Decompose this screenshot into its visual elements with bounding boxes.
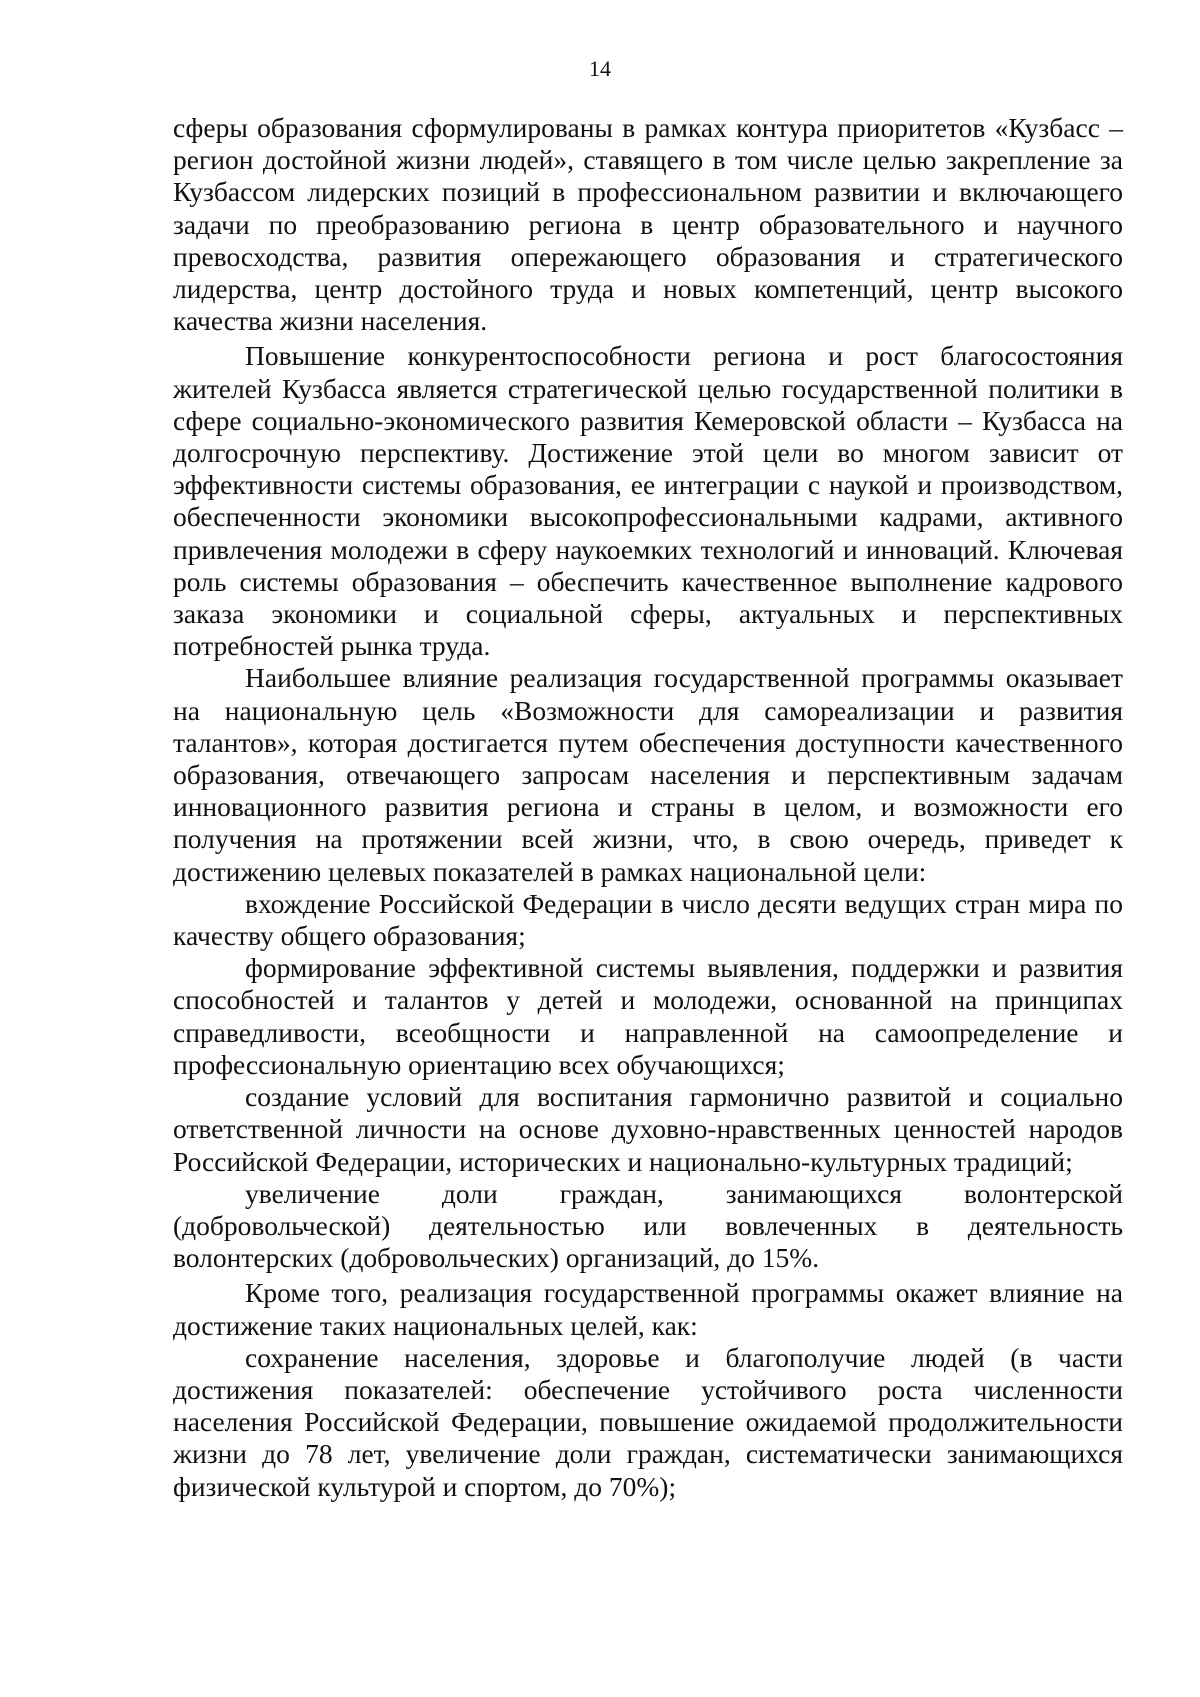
list-item-upbringing-conditions: создание условий для воспитания гармонично развитой и социально ответственной личности на основе духовно-нравственных ценностей народов Российской Федерации, исторических и национально-культурных традиций; (173, 1081, 1123, 1177)
paragraph-competitiveness: Повышение конкурентоспособности региона и рост благосостояния жителей Кузбасса является стратегической целью государственной политики в сфере социально-экономического развития Кемеровской области – Кузбасса на долгосрочную перспективу. Достижение этой цели во многом зависит от эффективности системы образования, ее интеграции с наукой и производством, обеспеченности экономики высокопрофессиональными кадрами, активного привлечения молодежи в сферу наукоемких технологий и инноваций. Ключевая роль системы образования – обеспечить качественное выполнение кадрового заказа экономики и социальной сферы, актуальных и перспективных потребностей рынка труда. (173, 340, 1123, 662)
page-number: 14 (589, 56, 611, 81)
paragraph-education-priorities: сферы образования сформулированы в рамках контура приоритетов «Кузбасс – регион достойной жизни людей», ставящего в том числе целью закрепление за Кузбассом лидерских позиций в профессиональном развитии и включающего задачи по преобразованию региона в центр образовательного и научного превосходства, развития опережающего образования и стратегического лидерства, центр достойного труда и новых компетенций, центр высокого качества жизни населения. (173, 112, 1123, 337)
paragraph-additional-goals: Кроме того, реализация государственной программы окажет влияние на достижение таких национальных целей, как: (173, 1277, 1123, 1341)
list-item-population-health: сохранение населения, здоровье и благополучие людей (в части достижения показателей: обеспечение устойчивого роста численности населения Российской Федерации, повышение ожидаемой продолжительности жизни до 78 лет, увеличение доли граждан, систематически занимающихся физической культурой и спортом, до 70%); (173, 1341, 1123, 1502)
document-body (173, 112, 1123, 1503)
list-item-volunteer-share: увеличение доли граждан, занимающихся волонтерской (добровольческой) деятельностью или вовлеченных в деятельность волонтерских (добровольческих) организаций, до 15%. (173, 1177, 1123, 1274)
list-item-talent-system: формирование эффективной системы выявления, поддержки и развития способностей и талантов у детей и молодежи, основанной на принципах справедливости, всеобщности и направленной на самоопределение и профессиональную ориентацию всех обучающихся; (173, 952, 1123, 1080)
paragraph-national-goal: Наибольшее влияние реализация государственной программы оказывает на национальную цель «Возможности для самореализации и развития талантов», которая достигается путем обеспечения доступности качественного образования, отвечающего запросам населения и перспективным задачам инновационного развития региона и страны в целом, и возможности его получения на протяжении всей жизни, что, в свою очередь, приведет к достижению целевых показателей в рамках национальной цели: (173, 662, 1123, 887)
list-item-top-ten-education: вхождение Российской Федерации в число десяти ведущих стран мира по качеству общего образования; (173, 887, 1123, 952)
